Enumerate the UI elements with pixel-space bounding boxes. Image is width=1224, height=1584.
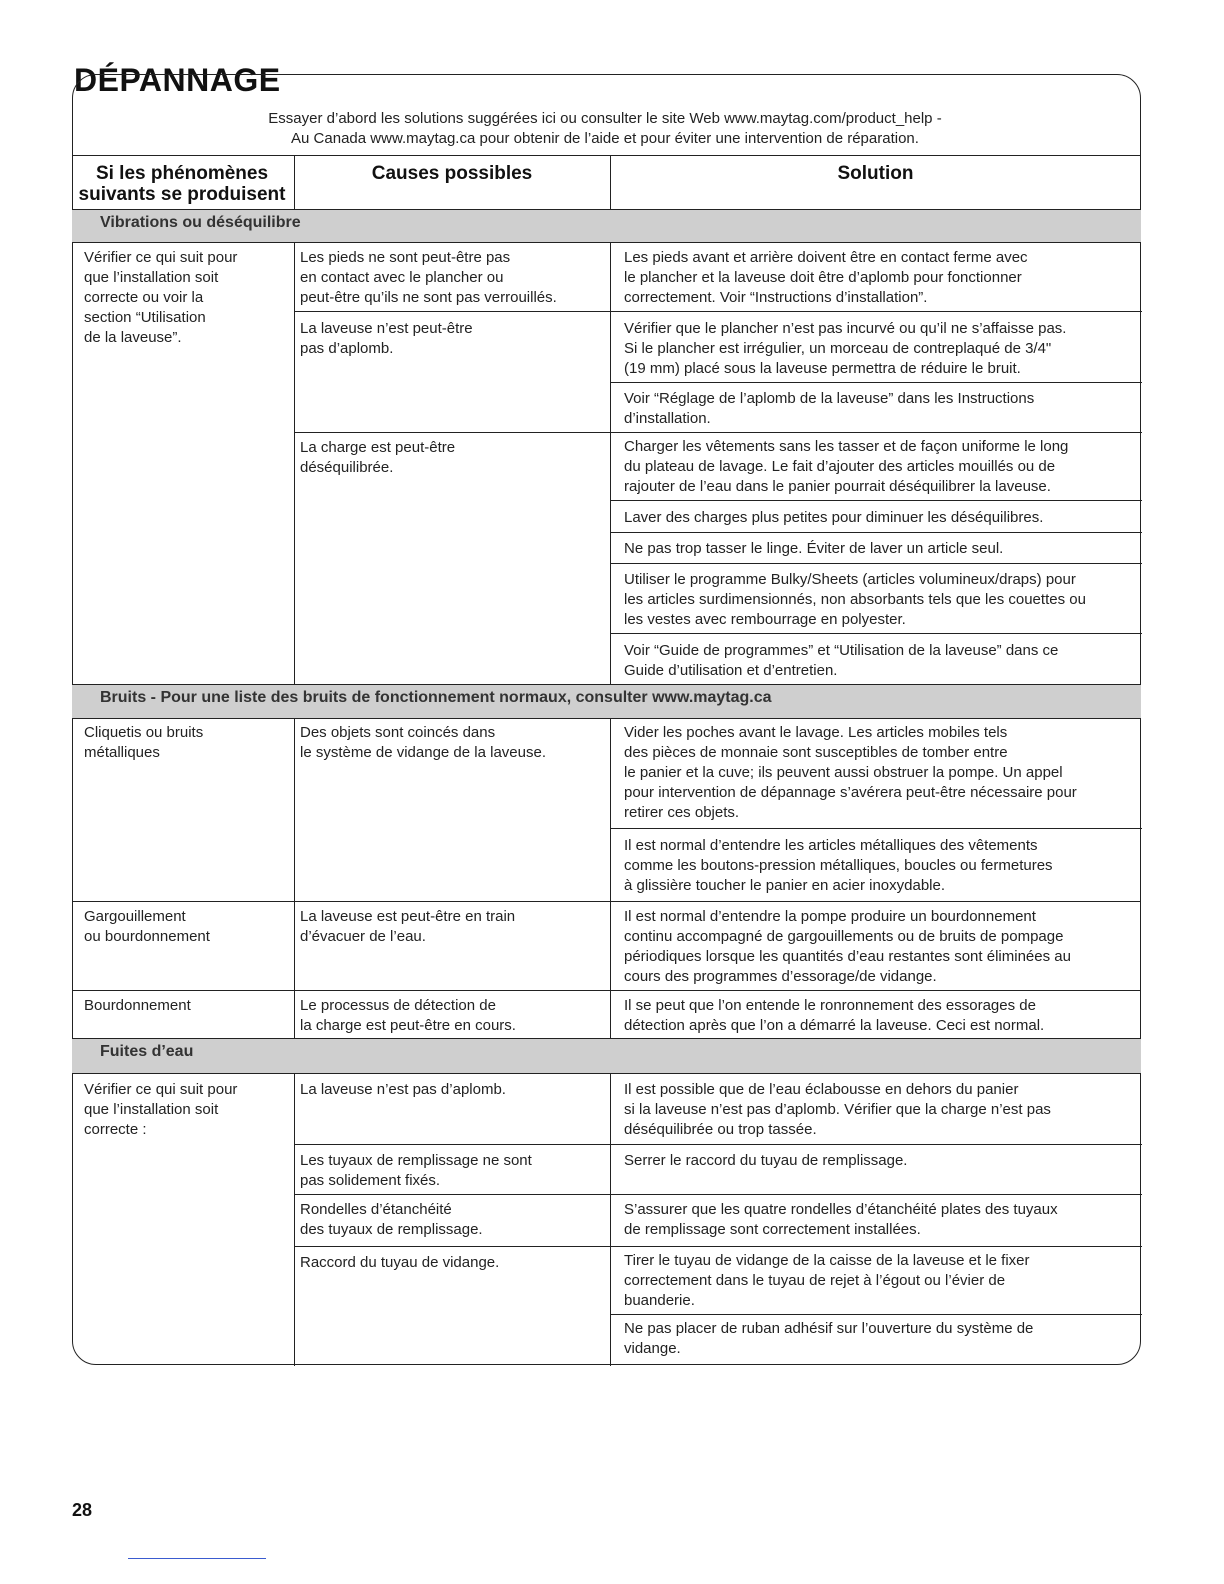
- header-solution: Solution: [837, 163, 914, 184]
- section-title-bruits: Bruits - Pour une liste des bruits de fonctionnement normaux, consulter www.maytag.ca: [100, 689, 772, 706]
- page-number: 28: [72, 1500, 93, 1520]
- cause-cell: Raccord du tuyau de vidange.: [300, 1254, 500, 1271]
- cause-cell: La charge est peut-être déséquilibrée.: [300, 439, 456, 476]
- section-title-vibrations: Vibrations ou déséquilibre: [100, 214, 301, 231]
- cause-cell: La laveuse n’est peut-être pas d’aplomb.: [300, 320, 473, 357]
- section-band-vibrations: [72, 209, 1141, 243]
- solution-cell: Vider les poches avant le lavage. Les articles mobiles tels des pièces de monnaie sont susceptibles de tomber entre le panier et la cuve; ils peuvent aussi obstruer la pompe. Un appel pour intervention de dépannage s’avérera peut-être nécessaire pour retirer ces objets.: [624, 724, 1077, 821]
- header-symptoms: Si les phénomènes suivants se produisent: [78, 163, 286, 205]
- header-causes: Causes possibles: [371, 163, 533, 184]
- symptom-cell: Bourdonnement: [84, 997, 191, 1014]
- symptom-cell: Gargouillement ou bourdonnement: [84, 908, 210, 945]
- solution-cell: Il est normal d’entendre la pompe produire un bourdonnement continu accompagné de gargouillements ou de bruits de pompage périodiques lorsque les quantités d’eau restantes sont éliminées au cours des programmes d’essorage/de vidange.: [624, 908, 1071, 985]
- solution-cell: S’assurer que les quatre rondelles d’étanchéité plates des tuyaux de remplissage sont correctement installées.: [624, 1201, 1058, 1238]
- footer-rule: [128, 1558, 266, 1559]
- solution-cell: Il est possible que de l’eau éclabousse en dehors du panier si la laveuse n’est pas d’aplomb. Vérifier que la charge n’est pas déséquilibrée ou trop tassée.: [624, 1081, 1051, 1138]
- solution-cell: Vérifier que le plancher n’est pas incurvé ou qu’il ne s’affaisse pas. Si le plancher est irrégulier, un morceau de contreplaqué de 3/4" (19 mm) placé sous la laveuse permettra de réduire le bruit.: [624, 320, 1067, 377]
- section-band-bruits: [72, 684, 1141, 719]
- troubleshooting-table: [72, 155, 1142, 1365]
- section-band-fuites: [72, 1038, 1141, 1074]
- solution-cell: Utiliser le programme Bulky/Sheets (articles volumineux/draps) pour les articles surdimensionnés, non absorbants tels que les couettes ou les vestes avec rembourrage en polyester.: [624, 571, 1086, 628]
- cause-cell: Les tuyaux de remplissage ne sont pas solidement fixés.: [300, 1152, 532, 1189]
- solution-cell: Ne pas trop tasser le linge. Éviter de laver un article seul.: [624, 540, 1004, 557]
- cause-cell: Rondelles d’étanchéité des tuyaux de remplissage.: [300, 1201, 483, 1238]
- page-title: DÉPANNAGE: [74, 62, 281, 98]
- section-title-fuites: Fuites d’eau: [100, 1043, 194, 1060]
- solution-cell: Voir “Réglage de l’aplomb de la laveuse” dans les Instructions d’installation.: [624, 390, 1035, 427]
- solution-cell: Serrer le raccord du tuyau de remplissage.: [624, 1152, 908, 1169]
- solution-cell: Ne pas placer de ruban adhésif sur l’ouverture du système de vidange.: [624, 1320, 1034, 1357]
- cause-cell: La laveuse n’est pas d’aplomb.: [300, 1081, 506, 1098]
- solution-cell: Il est normal d’entendre les articles métalliques des vêtements comme les boutons-pression métalliques, boucles ou fermetures à glissière toucher le panier en acier inoxydable.: [624, 837, 1053, 894]
- solution-cell: Charger les vêtements sans les tasser et de façon uniforme le long du plateau de lavage. Le fait d’ajouter des articles mouillés ou de rajouter de l’eau dans le panier pourrait déséquilibrer la laveuse.: [624, 438, 1069, 495]
- solution-cell: Laver des charges plus petites pour diminuer les déséquilibres.: [624, 509, 1044, 526]
- solution-cell: Les pieds avant et arrière doivent être en contact ferme avec le plancher et la laveuse doit être d’aplomb pour fonctionner correctement. Voir “Instructions d’installation”.: [624, 249, 1028, 306]
- cause-cell: La laveuse est peut-être en train d’évacuer de l’eau.: [300, 908, 516, 945]
- solution-cell: Il se peut que l’on entende le ronronnement des essorages de détection après que l’on a démarré la laveuse. Ceci est normal.: [624, 997, 1045, 1034]
- symptom-cell: Vérifier ce qui suit pour que l’installation soit correcte ou voir la section “Utilisation de la laveuse”.: [84, 249, 238, 346]
- cause-cell: Le processus de détection de la charge est peut-être en cours.: [300, 997, 516, 1034]
- column-divider-2: [610, 155, 611, 1366]
- solution-cell: Tirer le tuyau de vidange de la caisse de la laveuse et le fixer correctement dans le tuyau de rejet à l’égout ou l’évier de buanderie.: [624, 1252, 1030, 1309]
- cause-cell: Les pieds ne sont peut-être pas en contact avec le plancher ou peut-être qu’ils ne sont pas verrouillés.: [300, 249, 557, 306]
- column-divider-1: [294, 155, 295, 1366]
- table-top-border: [72, 155, 1141, 156]
- intro-line-1: Essayer d’abord les solutions suggérées ici ou consulter le site Web www.maytag.com/product_help -: [268, 110, 942, 127]
- symptom-cell: Vérifier ce qui suit pour que l’installation soit correcte :: [84, 1081, 238, 1138]
- intro-line-2: Au Canada www.maytag.ca pour obtenir de l’aide et pour éviter une intervention de réparation.: [291, 130, 919, 147]
- solution-cell: Voir “Guide de programmes” et “Utilisation de la laveuse” dans ce Guide d’utilisation et d’entretien.: [624, 642, 1059, 679]
- cause-cell: Des objets sont coincés dans le système de vidange de la laveuse.: [300, 724, 546, 761]
- symptom-cell: Cliquetis ou bruits métalliques: [84, 724, 204, 761]
